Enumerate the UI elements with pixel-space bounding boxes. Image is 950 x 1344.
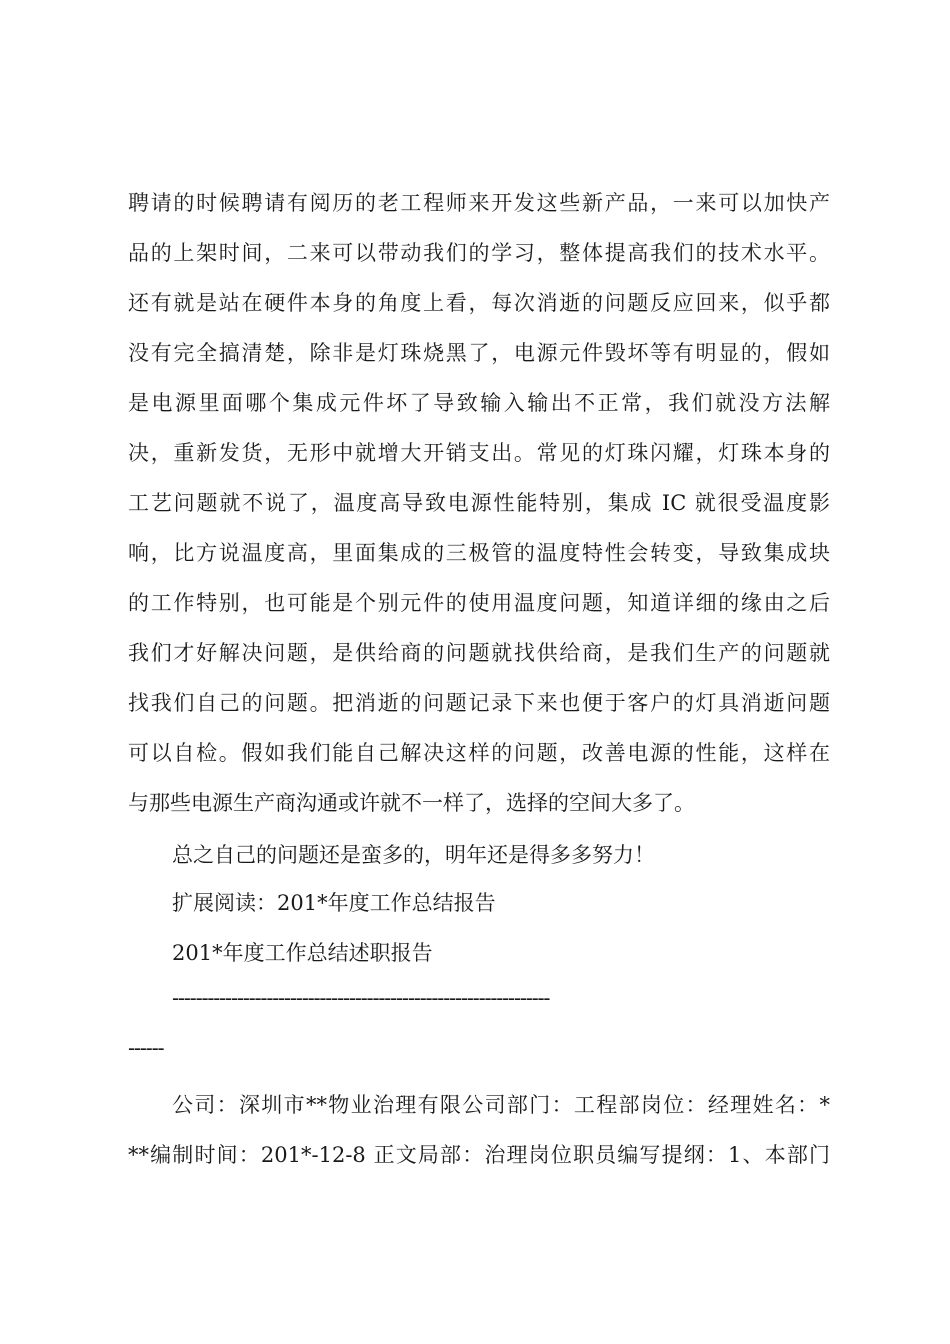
info-line: **编制时间：201*-12-8 正文局部：治理岗位职员编写提纲：1、本部门 (128, 1143, 830, 1167)
separator-line: ------ (128, 1036, 164, 1060)
paragraph-line: 找我们自己的问题。把消逝的问题记录下来也便于客户的灯具消逝问题 (128, 691, 830, 715)
paragraph-line: 品的上架时间，二来可以带动我们的学习，整体提高我们的技术水平。 (128, 241, 830, 265)
paragraph-line: 还有就是站在硬件本身的角度上看，每次消逝的问题反应回来，似乎都 (128, 291, 830, 315)
paragraph-line: 没有完全搞清楚，除非是灯珠烧黑了，电源元件毁坏等有明显的，假如 (128, 341, 830, 365)
closing-line: 总之自己的问题还是蛮多的，明年还是得多多努力！ (172, 843, 655, 867)
info-line: 公司：深圳市**物业治理有限公司部门：工程部岗位：经理姓名：* (172, 1093, 830, 1117)
paragraph-line: 的工作特别，也可能是个别元件的使用温度问题，知道详细的缘由之后 (128, 591, 830, 615)
paragraph-line: 工艺问题就不说了，温度高导致电源性能特别，集成 IC 就很受温度影 (128, 491, 830, 515)
paragraph-line: 可以自检。假如我们能自己解决这样的问题，改善电源的性能，这样在 (128, 741, 830, 765)
paragraph-line: 与那些电源生产商沟通或许就不一样了，选择的空间大多了。 (128, 791, 695, 815)
report-title: 201*年度工作总结述职报告 (172, 941, 433, 965)
paragraph-line: 是电源里面哪个集成元件坏了导致输入输出不正常，我们就没方法解 (128, 391, 830, 415)
paragraph-line: 决，重新发货，无形中就增大开销支出。常见的灯珠闪耀，灯珠本身的 (128, 441, 830, 465)
paragraph-line: 响，比方说温度高，里面集成的三极管的温度特性会转变，导致集成块 (128, 541, 830, 565)
extended-reading-heading: 扩展阅读：201*年度工作总结报告 (172, 891, 496, 915)
paragraph-line: 我们才好解决问题，是供给商的问题就找供给商，是我们生产的问题就 (128, 641, 830, 665)
paragraph-line: 聘请的时候聘请有阅历的老工程师来开发这些新产品，一来可以加快产 (128, 191, 830, 215)
separator-line: ---------------------------------------------------------------- (172, 986, 550, 1010)
